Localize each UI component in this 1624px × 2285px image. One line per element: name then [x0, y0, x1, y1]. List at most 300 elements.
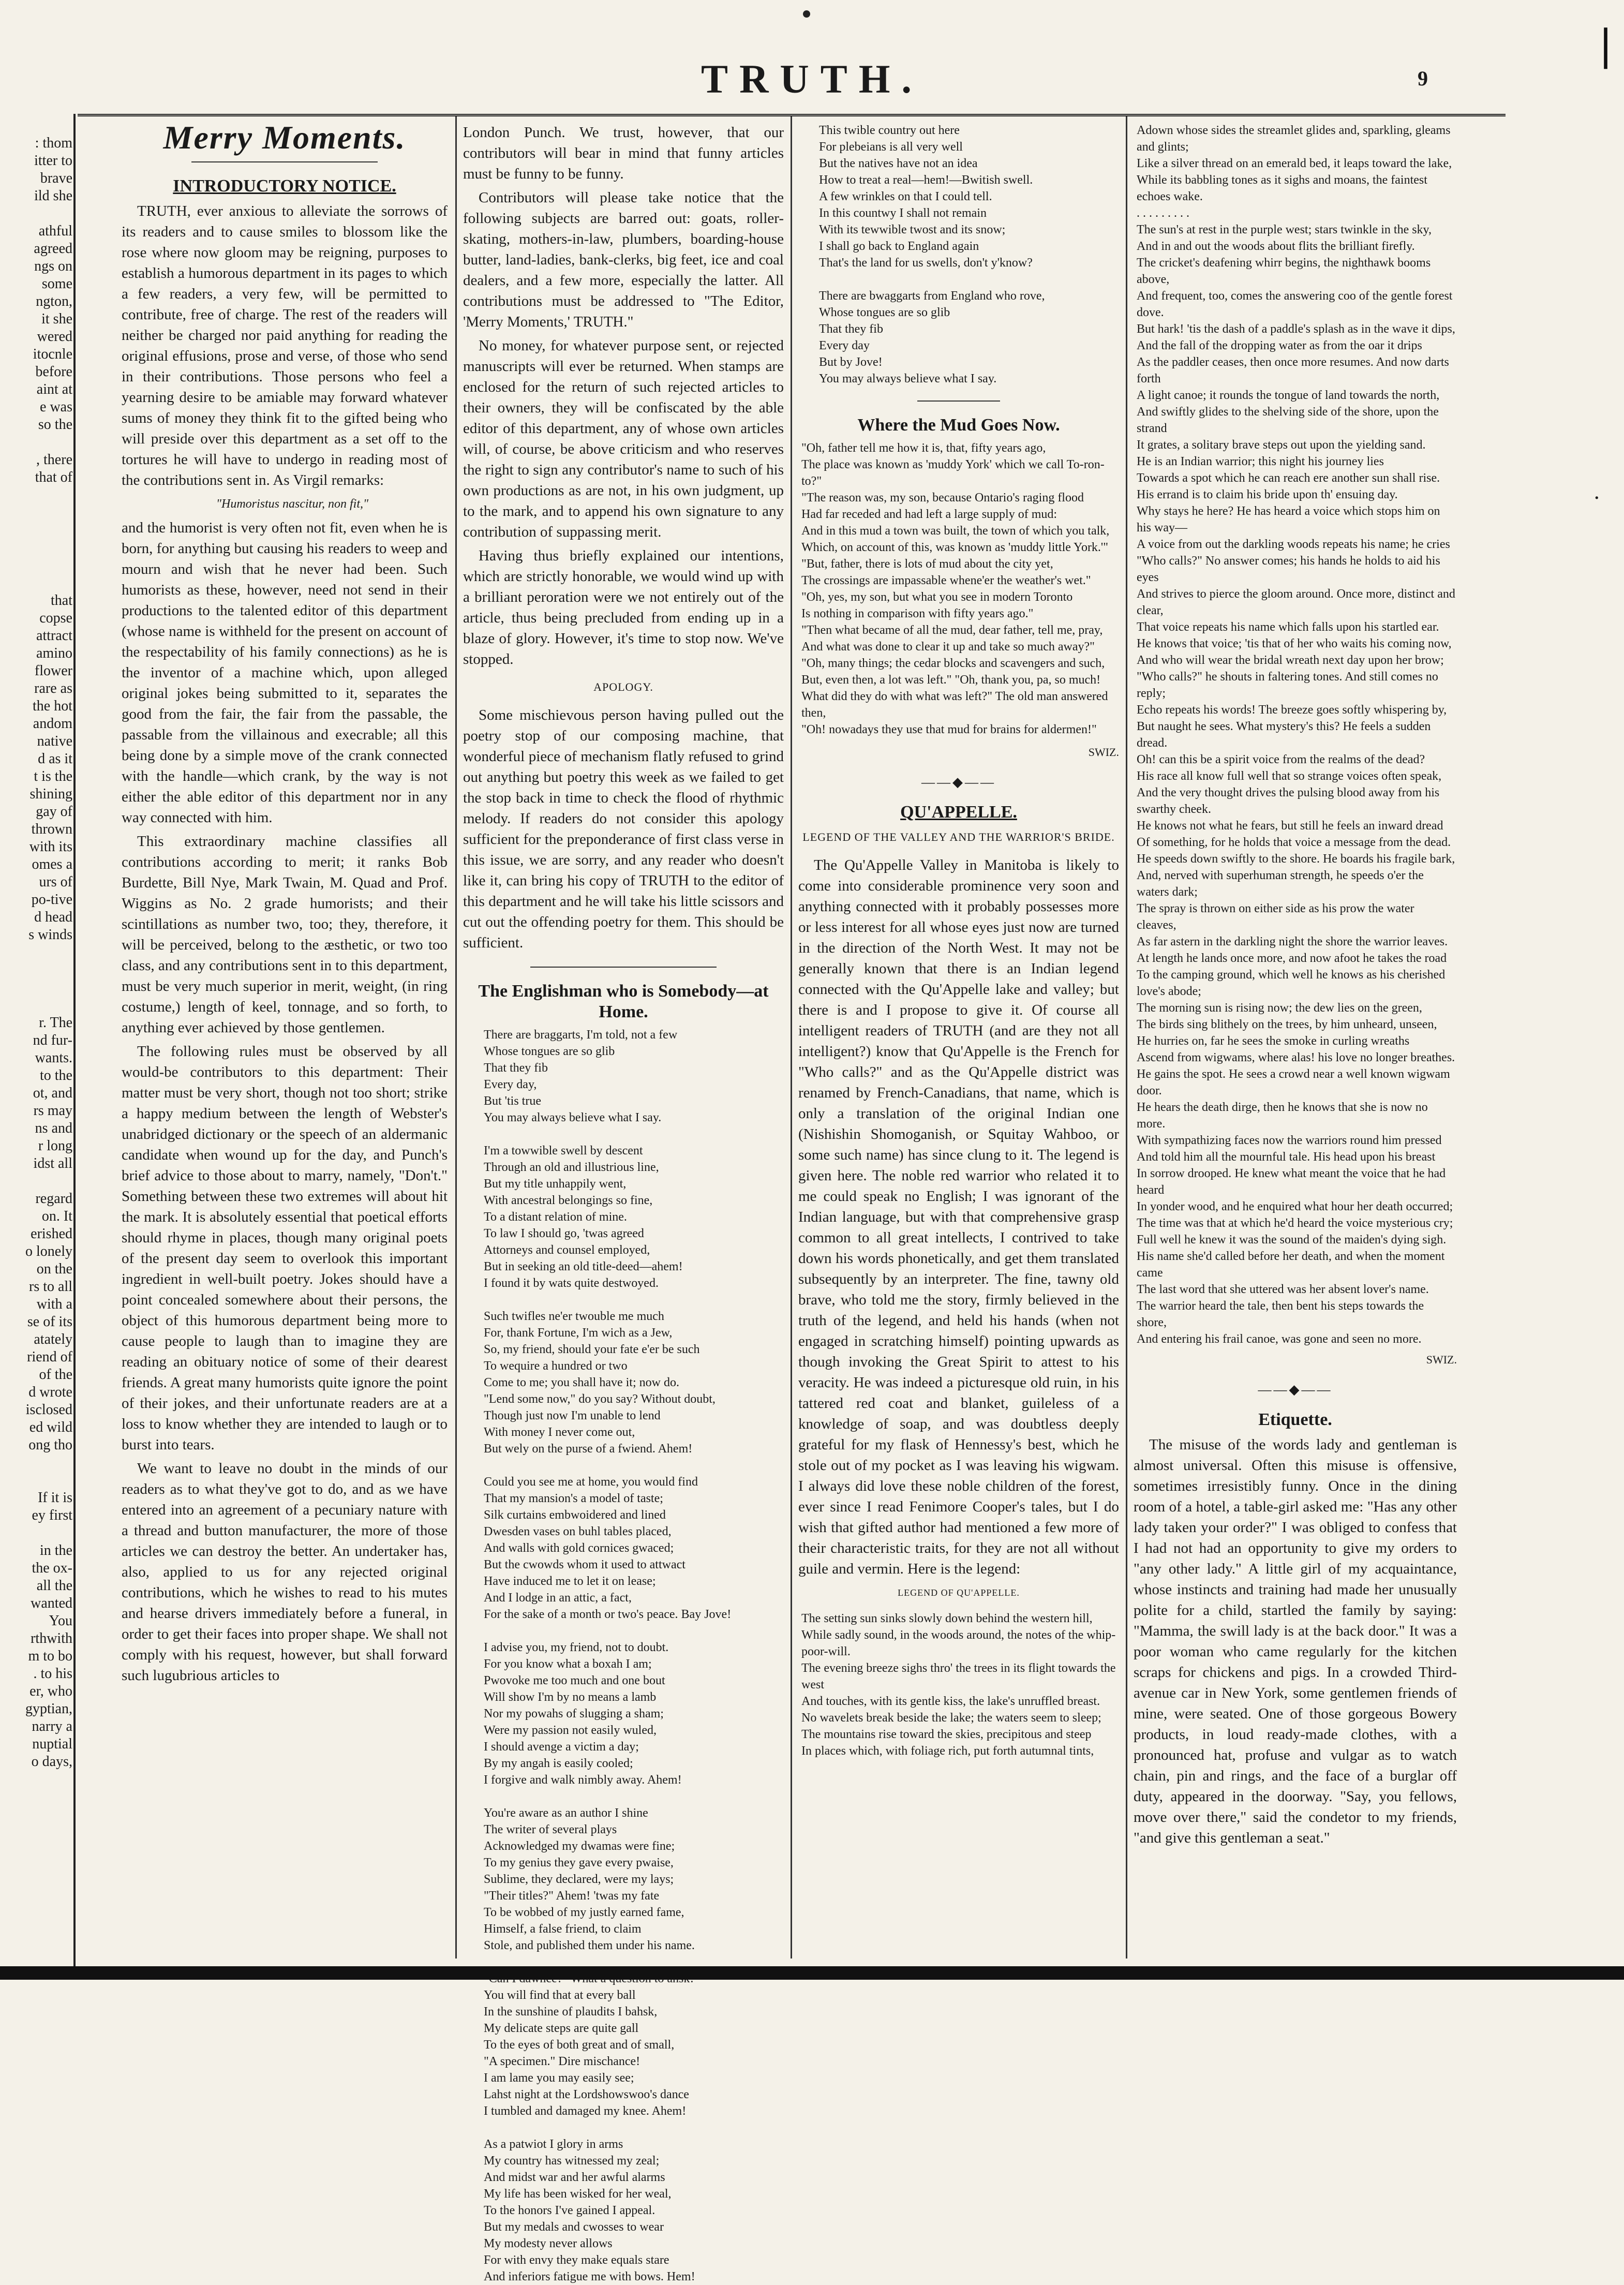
poem-line: "Lend some now," do you say? Without doubt, — [484, 1392, 716, 1406]
fragment-line: riend of — [27, 1349, 72, 1365]
fragment-line — [0, 979, 72, 997]
poem-line: And the very thought drives the pulsing blood away from his swarthy cheek. — [1137, 786, 1440, 816]
column-rule — [791, 116, 792, 1958]
poem-line: No wavelets break beside the lake; the waters seem to sleep; — [801, 1711, 1101, 1725]
poem-line: You may always believe what I say. — [484, 1111, 662, 1124]
article-heading: Etiquette. — [1258, 1410, 1332, 1429]
poem-line: With money I never come out, — [484, 1426, 635, 1439]
poem-line: A light canoe; it rounds the tongue of land towards the north, — [1137, 389, 1440, 402]
column-rule — [455, 116, 457, 1958]
ink-dot — [803, 10, 810, 18]
poem-line: But, even then, a lot was left." "Oh, thank you, pa, so much! — [801, 673, 1101, 687]
fragment-line: wanted — [31, 1595, 72, 1611]
poem-line: Silk curtains embwoidered and lined — [484, 1508, 666, 1522]
masthead — [0, 56, 1624, 102]
paragraph: No money, for whatever purpose sent, or rejected manuscripts will ever be returned. When stamps are enclosed for the return of such rejected articles to their owners, they will be confiscated by the able editor of this department, any of whose own articles will, of course, be above criticism and who reserves the right to sign any contributor's name to such of his own productions as are not, in his own judgment, up to the mark, and to append his own signature to any contribution of suppassing merit. — [463, 337, 784, 540]
fragment-line: erished — [31, 1226, 72, 1242]
poem-line: But wely on the purse of a fwiend. Ahem! — [484, 1442, 693, 1456]
poem-line: His name she'd called before her death, and when the moment came — [1137, 1250, 1445, 1280]
poem-line: But naught he sees. What mystery's this? He feels a sudden dread. — [1137, 720, 1431, 750]
poem-continued — [1137, 122, 1457, 1347]
poem-line: And who will wear the bridal wreath next day upon her brow; — [1137, 654, 1444, 667]
fragment-line: wants. — [35, 1050, 72, 1066]
poem-line: The time was that at which he'd heard the voice mysterious cry; — [1137, 1216, 1453, 1230]
poem-line: He is an Indian warrior; this night his journey lies — [1137, 455, 1384, 468]
poem-line: Every day — [819, 339, 870, 352]
poem-line: To the honors I've gained I appeal. — [484, 2204, 655, 2217]
fragment-line — [0, 486, 72, 504]
column-rule — [73, 114, 76, 1966]
poem-line: "Who calls?" No answer comes; his hands he holds to aid his eyes — [1137, 554, 1440, 584]
fragment-line — [0, 539, 72, 557]
poem-line: "Then what became of all the mud, dear father, tell me, pray, — [801, 624, 1103, 637]
poem-line: While its babbling tones as it sighs and moans, the faintest echoes wake. — [1137, 173, 1427, 203]
margin-mark: ❘ — [1588, 21, 1623, 69]
poem-line: The mountains rise toward the skies, precipitous and steep — [801, 1728, 1092, 1741]
fragment-line: ns and — [35, 1120, 72, 1136]
fragment-line: with its — [29, 839, 72, 855]
signature: SWIZ. — [1088, 746, 1119, 759]
poem-line: There are braggarts, I'm told, not a few — [484, 1028, 678, 1042]
poem-line: That my mansion's a model of taste; — [484, 1492, 663, 1505]
poem-line: The cricket's deafening whirr begins, the nighthawk booms above, — [1137, 256, 1431, 286]
fragment-line: e was — [40, 399, 72, 415]
fragment-line: isclosed — [25, 1402, 72, 1418]
poem-line: That they fib — [819, 322, 883, 336]
fragment-line: : thom — [35, 135, 72, 151]
poem-line: You will find that at every ball — [484, 1989, 636, 2002]
poem-line: The evening breeze sighs thro' the trees in its flight towards the west — [801, 1661, 1116, 1692]
poem-line: Attorneys and counsel employed, — [484, 1243, 650, 1257]
poem-line: Pwovoke me too much and one bout — [484, 1674, 665, 1687]
poem-line — [819, 271, 1119, 288]
poem-line: While sadly sound, in the woods around, the notes of the whip-poor-will. — [801, 1628, 1116, 1658]
poem-line: And strives to pierce the gloom around. Once more, distinct and clear, — [1137, 587, 1455, 617]
poem-line: My country has witnessed my zeal; — [484, 2154, 660, 2168]
poem-line — [484, 1788, 784, 1805]
poem-line: To be wobbed of my justly earned fame, — [484, 1906, 684, 1919]
poem-line — [484, 1292, 784, 1308]
poem-line: Dwesden vases on buhl tables placed, — [484, 1525, 672, 1538]
poem-line: As the paddler ceases, then once more resumes. And now darts forth — [1137, 355, 1449, 385]
poem-line: The last word that she uttered was her absent lover's name. — [1137, 1283, 1429, 1296]
poem-continued — [819, 122, 1119, 387]
fragment-line: narry a — [32, 1718, 72, 1734]
poem-line: I am lame you may easily see; — [484, 2071, 634, 2085]
fragment-line: m to bo — [28, 1648, 72, 1664]
paragraph: The misuse of the words lady and gentleman is almost universal. Often this misuse is offensive, sometimes irresistibly funny. Once in the dining room of a hotel, a table-girl asked me: "Has any other lady taken your order?" I was obliged to confess that I had not had an opportunity to give my orders to "any other lady." A little girl of my acquaintance, whose instincts and training had made her unusually polite for a child, startled the family by saying: "Mamma, the swill lady is at the back door." It was a poor woman who came regularly for the kitchen scraps for chickens and pigs. In a crowded Third-avenue car in New York, some gentlemen friends of mine, were seated. One of those gorgeous Bowery products, in loud ready-made clothes, with a pronounced hat, profuse and vulgar as to watch chain, pin and rings, and the face of a burglar off duty, appeared in the doorway. "Say, you fellows, move over there," said the condetor to my friends, "and give this gentleman a seat." — [1134, 1436, 1457, 1846]
fragment-line: so the — [38, 417, 72, 433]
poem-line: Lahst night at the Lordshowswoo's dance — [484, 2088, 689, 2101]
poem-line: The spray is thrown on either side as his prow the water cleaves, — [1137, 902, 1414, 932]
poem-line: With ancestral belongings so fine, — [484, 1194, 653, 1207]
poem-line: For with envy they make equals stare — [484, 2253, 669, 2267]
poem-line: Every day, — [484, 1078, 537, 1091]
fragment-line: copse — [39, 610, 72, 626]
poem-line: And midst war and her awful alarms — [484, 2171, 665, 2184]
poem-line: But hark! 'tis the dash of a paddle's splash as in the wave it dips, — [1137, 322, 1455, 336]
poem-line: And swiftly glides to the shelving side of the shore, upon the strand — [1137, 405, 1439, 435]
fragment-line: ed wild — [29, 1419, 72, 1435]
fragment-line: itter to — [34, 153, 72, 169]
poem-line — [484, 1623, 784, 1639]
poem-line: The warrior heard the tale, then bent his steps towards the shore, — [1137, 1299, 1424, 1329]
ornament-divider: ——◆—— — [921, 775, 996, 790]
poem-line: He knows that voice; 'tis that of her who waits his coming now, — [1137, 637, 1452, 650]
poem-line: And in and out the woods about flits the brilliant firefly. — [1137, 240, 1415, 253]
poem-line: Have induced me to let it on lease; — [484, 1575, 656, 1588]
poem-line: For plebeians is all very well — [819, 140, 963, 154]
poem-line: To wequire a hundred or two — [484, 1359, 628, 1373]
poem-line — [484, 1457, 784, 1474]
poem-line: You're aware as an author I shine — [484, 1806, 648, 1820]
poem-line: Like a silver thread on an emerald bed, it leaps toward the lake, — [1137, 157, 1452, 170]
fragment-line — [0, 1454, 72, 1472]
poem-line: "Oh, yes, my son, but what you see in modern Toronto — [801, 590, 1073, 604]
poem-line: Ascend from wigwams, where alas! his love no longer breathes. — [1137, 1051, 1455, 1064]
poem-line: For the sake of a month or two's peace. Bay Jove! — [484, 1608, 732, 1621]
poem-line: So, my friend, should your fate e'er be such — [484, 1343, 700, 1356]
paragraph: TRUTH, ever anxious to alleviate the sorrows of its readers and to cause smiles to blossom like the rose where now gloom may be reigning, purposes to establish a humorous department in its pages to which a few readers, a very few, will be permitted to contribute, free of charge. The rest of the readers will neither be charged nor paid anything for reading the original effusions, prose and verse, of those who send in their contributions. Those persons who feel a yearning desire to be amiable may forward whatever sums of money they think fit to the gifted being who will preside over this department as a set off to the tortures he will have to undergo in reading most of the contributions sent in. As Virgil remarks: — [122, 203, 448, 488]
poem-line: The crossings are impassable whene'er the weather's wet." — [801, 574, 1091, 587]
paragraph: The following rules must be observed by all would-be contributors to this department: Their matter must be very short, though not too short; strike a happy medium between the length of Webster's unabridged dictionary or the speech of an aldermanic candidate when wound up for the day, and Punch's brief advice to those about to marry, namely, "Don't." Something between these two extremes will about hit the mark. It is absolutely essential that poetical efforts should rhyme in places, though many original poets of the present day seem to overlook this important ingredient in well-built poetry. Jokes should have a point concealed somewhere about their persons, the object of this humorous department being more to cause people to laugh than to imagine they are reading an obituary notice of some of their dearest friends. A great many humorists quite ignore the point of their jokes, and their unfortunate readers are at a loss to know whether they are intended to laugh or to burst into tears. — [122, 1043, 448, 1453]
fragment-line: nd fur- — [33, 1032, 72, 1048]
poem-line: In sorrow drooped. He knew what meant the voice that he had heard — [1137, 1167, 1446, 1197]
poem-line: "Who calls?" he shouts in faltering tones. And still comes no reply; — [1137, 670, 1438, 700]
left-page-fragment — [0, 135, 72, 1771]
poem-line: But my title unhappily went, — [484, 1177, 627, 1191]
fragment-line: the ox- — [32, 1560, 72, 1576]
fragment-line: You — [49, 1613, 72, 1629]
poem — [484, 1027, 784, 2285]
poem-line: I found it by wats quite destwoyed. — [484, 1277, 659, 1290]
poem-line: Such twifles ne'er twouble me much — [484, 1310, 664, 1323]
poem-line: "Oh! nowadays they use that mud for brains for aldermen!" — [801, 723, 1097, 736]
poem-line: Though just now I'm unable to lend — [484, 1409, 661, 1422]
fragment-line: ngton, — [36, 293, 72, 309]
poem — [801, 440, 1119, 738]
fragment-line — [0, 1173, 72, 1190]
poem-line: I forgive and walk nimbly away. Ahem! — [484, 1773, 682, 1787]
fragment-line: rs may — [33, 1103, 72, 1119]
fragment-line: athful — [38, 223, 72, 239]
fragment-line: itocnle — [33, 346, 72, 362]
poem — [801, 1610, 1119, 1759]
poem-line: Whose tongues are so glib — [819, 306, 950, 319]
poem-line: With its tewwible twost and its snow; — [819, 223, 1006, 236]
poem-line: . . . . . . . . . — [1137, 206, 1189, 220]
poem-title: Where the Mud Goes Now. — [857, 416, 1060, 435]
poem-line: There are bwaggarts from England who rove, — [819, 289, 1045, 303]
ornament-rule — [191, 161, 378, 162]
poem-line: That's the land for us swells, don't y'know? — [819, 256, 1033, 270]
poem-line: To the camping ground, which well he knows as his cherished love's abode; — [1137, 968, 1446, 998]
poem-line: I advise you, my friend, not to doubt. — [484, 1641, 669, 1654]
poem-line — [484, 1126, 784, 1142]
fragment-line: omes a — [32, 856, 72, 872]
fragment-line: that — [51, 592, 72, 609]
poem-line: To my genius they gave every pwaise, — [484, 1856, 674, 1869]
fragment-line: d head — [34, 909, 72, 925]
bottom-border — [0, 1966, 1624, 1980]
poem-line: In yonder wood, and he enquired what hour her death occurred; — [1137, 1200, 1453, 1213]
poem-line: But the cwowds whom it used to attwact — [484, 1558, 686, 1571]
poem-line: But my medals and cwosses to wear — [484, 2220, 664, 2234]
poem-line: And in this mud a town was built, the town of which you talk, — [801, 524, 1110, 538]
fragment-line: r long — [38, 1138, 72, 1154]
poem-line: But 'tis true — [484, 1094, 541, 1108]
poem-line: Oh! can this be a spirit voice from the realms of the dead? — [1137, 753, 1425, 766]
article-heading: INTRODUCTORY NOTICE. — [173, 176, 396, 196]
poem-line: For, thank Fortune, I'm wich as a Jew, — [484, 1326, 673, 1340]
poem-line: That they fib — [484, 1061, 548, 1075]
column-1 — [122, 119, 448, 1964]
fragment-line: on. It — [41, 1208, 72, 1224]
page-number: 9 — [1418, 67, 1428, 90]
fragment-line — [0, 1524, 72, 1542]
poem-line: He hurries on, far he sees the smoke in curling wreaths — [1137, 1034, 1410, 1048]
poem-line: He knows not what he fears, but still he feels an inward dread — [1137, 819, 1443, 833]
poem-line: In this countwy I shall not remain — [819, 206, 987, 220]
fragment-line: of the — [39, 1367, 72, 1383]
fragment-line: ey first — [32, 1507, 72, 1523]
paragraph: Some mischievous person having pulled out the poetry stop of our composing machine, that wonderful piece of mechanism flatly refused to grind out anything but poetry this week as we failed to get the stop back in time to check the flood of rhythmic melody. If readers do not consider this apology sufficient for the preponderance of first class verse in this issue, we are sorry, and any reader who doesn't like it, can bring his copy of TRUTH to the editor of this department and he will take his little scissors and cut out the offending poetry for them. This should be sufficient. — [463, 707, 784, 951]
poem-line: "The reason was, my son, because Ontario's raging flood — [801, 491, 1084, 505]
fragment-line: rare as — [34, 680, 72, 696]
fragment-line: some — [41, 276, 72, 292]
fragment-line: aint at — [36, 381, 72, 397]
article-heading: QU'APPELLE. — [900, 803, 1017, 822]
fragment-line: it she — [41, 311, 72, 327]
poem-line: Were my passion not easily wuled, — [484, 1724, 657, 1737]
poem-line: By my angah is easily cooled; — [484, 1757, 633, 1770]
poem-line: Sublime, they declared, were my lays; — [484, 1873, 674, 1886]
paragraph: This extraordinary machine classifies all contributions according to merit; it ranks Bob Burdette, Bill Nye, Mark Twain, M. Quad and Prof. Wiggins as No. 2 grade humorists; and their scintillations as number two, too; they, therefore, it will be perceived, belong to the æsthetic, or two too class, and any contributions sent in to this department, must be very much superior in merit, weight, (in ring costume,) length of keel, tonnage, and so forth, to anything ever achieved by those gentlemen. — [122, 833, 448, 1036]
fragment-line — [0, 574, 72, 592]
poem-line: And frequent, too, comes the answering coo of the gentle forest dove. — [1137, 289, 1453, 319]
fragment-line: the hot — [33, 698, 72, 714]
fragment-line: on the — [36, 1261, 72, 1277]
fragment-line: agreed — [34, 241, 72, 257]
fragment-line: , there — [36, 452, 72, 468]
fragment-line: r. The — [39, 1015, 72, 1031]
poem-line: But by Jove! — [819, 355, 883, 369]
poem-line: His errand is to claim his bride upon th' ensuing day. — [1137, 488, 1398, 501]
fragment-line: se of its — [27, 1314, 72, 1330]
fragment-line: before — [35, 364, 72, 380]
poem-line: Adown whose sides the streamlet glides and, sparkling, gleams and glints; — [1137, 124, 1451, 154]
legend-heading: LEGEND OF QU'APPELLE. — [898, 1587, 1020, 1598]
paragraph: London Punch. We trust, however, that our contributors will bear in mind that funny articles must be funny to be funny. — [463, 124, 784, 182]
poem-line: I tumbled and damaged my knee. Ahem! — [484, 2104, 687, 2118]
fragment-line — [0, 557, 72, 574]
paragraph: We want to leave no doubt in the minds of our readers as to what they've got to do, and as we have entered into an agreement of a pecuniary nature with a thread and button manufacturer, the more of those articles we can destroy the better. An undertaker has, also, applied to us for any rejected original contributions, which he wishes to read to his mutes and hearse drivers immediately before a funeral, in order to get their faces into proper shape. We shall not comply with his request, however, but shall forward such lugubrious articles to — [122, 1460, 448, 1684]
poem-line: I should avenge a victim a day; — [484, 1740, 639, 1754]
poem-line: And, nerved with superhuman strength, he speeds o'er the waters dark; — [1137, 869, 1424, 899]
poem-line: And touches, with its gentle kiss, the lake's unruffled breast. — [801, 1695, 1100, 1708]
poem-line: "Oh, many things; the cedar blocks and scavengers and such, — [801, 657, 1105, 670]
fragment-line — [0, 1472, 72, 1489]
ornament-rule — [530, 967, 717, 968]
fragment-line: d as it — [38, 751, 72, 767]
poem-line: And entering his frail canoe, was gone and seen no more. — [1137, 1332, 1422, 1346]
fragment-line: attract — [36, 628, 72, 644]
poem-line: What did they do with what was left?" The old man answered then, — [801, 690, 1108, 720]
poem-line: In places which, with foliage rich, put forth autumnal tints, — [801, 1744, 1094, 1758]
poem-line: The setting sun sinks slowly down behind the western hill, — [801, 1612, 1093, 1625]
poem-line: And the fall of the dropping water as from the oar it drips — [1137, 339, 1422, 352]
poem-line: Stole, and published them under his name. — [484, 1939, 695, 1952]
poem-line: Himself, a false friend, to claim — [484, 1922, 642, 1936]
fragment-line: atately — [34, 1331, 72, 1347]
poem-line: As far astern in the darkling night the shore the warrior leaves. — [1137, 935, 1448, 948]
fragment-line: nuptial — [32, 1736, 72, 1752]
poem-line: Echo repeats his words! The breeze goes softly whispering by, — [1137, 703, 1447, 717]
poem-line: The sun's at rest in the purple west; stars twinkle in the sky, — [1137, 223, 1432, 236]
fragment-line: o days, — [31, 1754, 72, 1770]
poem-line: This twible country out here — [819, 124, 960, 137]
fragment-line: to the — [40, 1067, 72, 1084]
poem-title: The Englishman who is Somebody—at Home. — [478, 982, 769, 1021]
poem-line: Come to me; you shall have it; now do. — [484, 1376, 679, 1389]
poem-line: It grates, a solitary brave steps out upon the yielding sand. — [1137, 438, 1426, 452]
fragment-line — [0, 504, 72, 522]
fragment-line: rthwith — [31, 1630, 72, 1646]
paragraph: and the humorist is very often not fit, even when he is born, for anything but causing his readers to weep and mourn and wish that he never had been. Such humorists as these, however, need not send in their productions to the talented editor of this department (whose name is withheld for the present on account of the respectability of his family connections) as he is the inventor of a machine which, upon alleged original jokes being submitted to it, separates the good from the fair, the fair from the passable, the passable from the villainous and execrable; all this being done by a simple move of the crank connected with the handle—which crank, by the way is not either the able editor of this department nor in any way connected with him. — [122, 520, 448, 826]
column-rule — [1126, 116, 1127, 1958]
poem-line: I shall go back to England again — [819, 240, 979, 253]
poem-line: He speeds down swiftly to the shore. He boards his fragile bark, — [1137, 852, 1455, 866]
poem-line: I'm a towwible swell by descent — [484, 1144, 643, 1158]
poem-line: He hears the death dirge, then he knows that she is now no more. — [1137, 1101, 1428, 1131]
section-blackletter-title: Merry Moments. — [163, 119, 406, 156]
column-4 — [1134, 122, 1457, 1964]
fragment-line: native — [37, 733, 72, 749]
ornament-rule — [917, 400, 1000, 402]
poem-line: And walls with gold cornices gwaced; — [484, 1541, 674, 1555]
poem-line: At length he lands once more, and now afoot he takes the road — [1137, 952, 1447, 965]
poem-line: In the sunshine of plaudits I bahsk, — [484, 2005, 658, 2019]
fragment-line: d wrote — [28, 1384, 72, 1400]
fragment-line — [0, 944, 72, 961]
fragment-line — [0, 205, 72, 222]
poem-line: The birds sing blithely on the trees, by him unheard, unseen, — [1137, 1018, 1437, 1031]
fragment-line: urs of — [39, 874, 72, 890]
fragment-line: rs to all — [29, 1279, 72, 1295]
fragment-line: ild she — [34, 188, 72, 204]
fragment-line: o lonely — [25, 1243, 72, 1259]
fragment-line: gay of — [36, 804, 72, 820]
poem-line: Acknowledged my dwamas were fine; — [484, 1839, 675, 1853]
fragment-line: thrown — [31, 821, 72, 837]
poem-line: My delicate steps are quite gall — [484, 2022, 639, 2035]
fragment-line: amino — [36, 645, 72, 661]
fragment-line: If it is — [38, 1490, 72, 1506]
poem-line: For you know what a boxah I am; — [484, 1657, 652, 1671]
fragment-line: in the — [40, 1542, 72, 1559]
poem-line: Of something, for he holds that voice a message from the dead. — [1137, 836, 1451, 849]
fragment-line: andom — [33, 716, 72, 732]
poem-line: The place was known as 'muddy York' which we call To-ron-to?" — [801, 458, 1105, 488]
fragment-line: flower — [34, 663, 72, 679]
poem-line: And I lodge in an attic, a fact, — [484, 1591, 632, 1605]
poem-line: And what was done to clear it up and take so much away?" — [801, 640, 1095, 654]
fragment-line: idst all — [33, 1155, 72, 1171]
article-subheading: LEGEND OF THE VALLEY AND THE WARRIOR'S BRIDE. — [802, 830, 1115, 843]
poem-line: How to treat a real—hem!—Bwitish swell. — [819, 173, 1033, 187]
fragment-line — [0, 522, 72, 539]
poem-line: He gains the spot. He sees a crowd near a well known wigwam door. — [1137, 1067, 1450, 1097]
fragment-line: all the — [36, 1578, 72, 1594]
poem-line: To law I should go, 'twas agreed — [484, 1227, 644, 1240]
poem-line: My life has been wisked for her weal, — [484, 2187, 672, 2201]
poem-line: With sympathizing faces now the warriors round him pressed — [1137, 1134, 1442, 1147]
poem-line: Full well he knew it was the sound of the maiden's dying sigh. — [1137, 1233, 1447, 1247]
ornament-divider: ——◆—— — [1258, 1382, 1333, 1397]
poem-line: Is nothing in comparison with fifty years ago." — [801, 607, 1034, 620]
poem-line: The writer of several plays — [484, 1823, 617, 1836]
fragment-line: po-tive — [31, 892, 72, 908]
margin-mark-small: · — [1593, 486, 1600, 510]
fragment-line: t is the — [34, 768, 72, 784]
poem-line: Whose tongues are so glib — [484, 1045, 615, 1058]
fragment-line: wered — [37, 329, 72, 345]
masthead-title: TRUTH. — [701, 56, 923, 101]
poem-line: "A specimen." Dire mischance! — [484, 2055, 640, 2068]
subheading: APOLOGY. — [593, 680, 653, 693]
poem-line: You may always believe what I say. — [819, 372, 997, 385]
poem-line: The morning sun is rising now; the dew lies on the green, — [1137, 1001, 1422, 1015]
fragment-line: with a — [36, 1296, 72, 1312]
poem-line: A voice from out the darkling woods repeats his name; he cries — [1137, 538, 1450, 551]
poem-line: "Their titles?" Ahem! 'twas my fate — [484, 1889, 660, 1903]
fragment-line: s winds — [28, 927, 72, 943]
poem-line: To the eyes of both great and of small, — [484, 2038, 675, 2052]
fragment-line: ong tho — [28, 1437, 72, 1453]
poem-line: But the natives have not an idea — [819, 157, 978, 170]
fragment-line: ngs on — [34, 258, 72, 274]
signature: SWIZ. — [1426, 1353, 1457, 1366]
quotation: "Humoristus nascitur, non fit," — [216, 497, 369, 511]
column-3 — [798, 122, 1119, 1964]
fragment-line — [0, 961, 72, 979]
poem-line: Nor my powahs of slugging a sham; — [484, 1707, 664, 1720]
paragraph: Contributors will please take notice that the following subjects are barred out: goats, roller-skating, mothers-in-law, plumbers, boarding-house butter, land-ladies, bank-clerks, big feet, ice and coal dealers, and a few more, especially the latter. All contributions must be addressed to "The Editor, 'Merry Moments,' TRUTH." — [463, 189, 784, 330]
poem-line: Will show I'm by no means a lamb — [484, 1690, 657, 1704]
fragment-line: gyptian, — [25, 1701, 72, 1717]
fragment-line — [0, 434, 72, 451]
poem-line: "But, father, there is lots of mud about the city yet, — [801, 557, 1053, 571]
fragment-line — [0, 997, 72, 1014]
fragment-line: . to his — [33, 1666, 72, 1682]
poem-line: His race all know full well that so strange voices often speak, — [1137, 769, 1442, 783]
poem-line — [484, 2119, 784, 2136]
fragment-line: er, who — [29, 1683, 72, 1699]
poem-line: That voice repeats his name which falls upon his startled ear. — [1137, 620, 1439, 634]
column-2 — [463, 122, 784, 2283]
fragment-line: that of — [35, 469, 72, 485]
poem-line: As a patwiot I glory in arms — [484, 2138, 623, 2151]
poem-line: But in seeking an old title-deed—ahem! — [484, 1260, 683, 1273]
poem-line: Could you see me at home, you would find — [484, 1475, 698, 1489]
poem-line: And inferiors fatigue me with bows. Hem! — [484, 2270, 695, 2283]
poem-line: Which, on account of this, was known as 'muddy little York.'" — [801, 541, 1109, 554]
fragment-line: shining — [29, 786, 72, 802]
poem-line: Had far receded and had left a large supply of mud: — [801, 508, 1057, 521]
poem-line: Why stays he here? He has heard a voice which stops him on his way— — [1137, 505, 1440, 535]
fragment-line: regard — [35, 1191, 72, 1207]
poem-line: To a distant relation of mine. — [484, 1210, 627, 1224]
